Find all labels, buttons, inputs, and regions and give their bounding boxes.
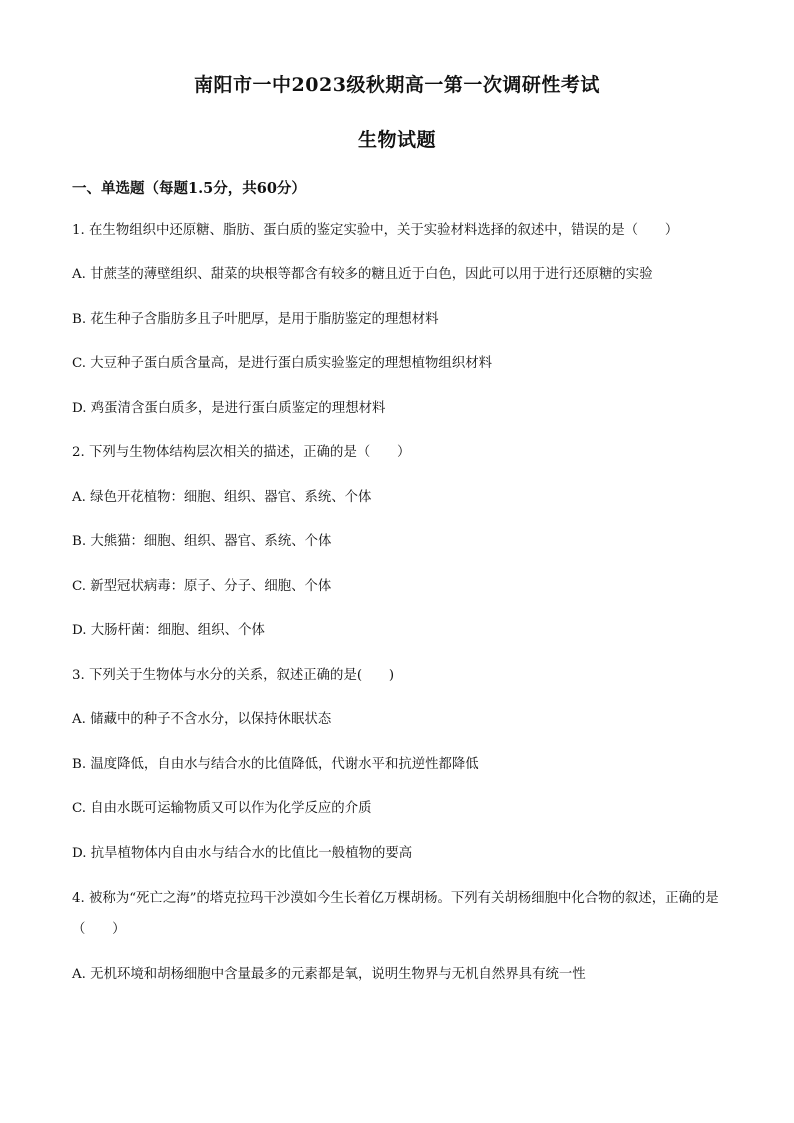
document-title: 南阳市一中2023级秋期高一第一次调研性考试 — [194, 74, 600, 96]
question-2-option-d: D. 大肠杆菌：细胞、组织、个体 — [72, 623, 265, 638]
question-1-option-b: B. 花生种子含脂肪多且子叶肥厚，是用于脂肪鉴定的理想材料 — [72, 312, 439, 327]
question-4-option-a: A. 无机环境和胡杨细胞中含量最多的元素都是氧，说明生物界与无机自然界具有统一性 — [72, 967, 586, 982]
question-2-option-b: B. 大熊猫：细胞、组织、器官、系统、个体 — [72, 534, 332, 549]
question-2-option-c: C. 新型冠状病毒：原子、分子、细胞、个体 — [72, 579, 332, 594]
question-1-option-d: D. 鸡蛋清含蛋白质多，是进行蛋白质鉴定的理想材料 — [72, 401, 386, 416]
question-3-option-d: D. 抗旱植物体内自由水与结合水的比值比一般植物的要高 — [72, 846, 413, 861]
question-3-option-c: C. 自由水既可运输物质又可以作为化学反应的介质 — [72, 801, 372, 816]
question-1-option-a: A. 甘蔗茎的薄壁组织、甜菜的块根等都含有较多的糖且近于白色，因此可以用于进行还原糖的实验 — [72, 267, 653, 282]
question-4-stem: 4. 被称为“死亡之海”的塔克拉玛干沙漠如今生长着亿万棵胡杨。下列有关胡杨细胞中化合物的叙述，正确的是（ ） — [72, 891, 719, 937]
question-1-stem: 1. 在生物组织中还原糖、脂肪、蛋白质的鉴定实验中，关于实验材料选择的叙述中，错误的是（ ） — [72, 223, 679, 238]
question-3-stem: 3. 下列关于生物体与水分的关系，叙述正确的是( ) — [72, 668, 395, 683]
question-1-option-c: C. 大豆种子蛋白质含量高，是进行蛋白质实验鉴定的理想植物组织材料 — [72, 356, 492, 371]
question-2-option-a: A. 绿色开花植物：细胞、组织、器官、系统、个体 — [72, 490, 372, 505]
question-3-option-b: B. 温度降低，自由水与结合水的比值降低，代谢水平和抗逆性都降低 — [72, 757, 479, 772]
question-3-option-a: A. 储藏中的种子不含水分，以保持休眠状态 — [72, 712, 332, 727]
question-2-stem: 2. 下列与生物体结构层次相关的描述，正确的是（ ） — [72, 445, 411, 460]
section-heading: 一、单选题（每题1.5分，共60分） — [72, 180, 306, 197]
document-subtitle: 生物试题 — [357, 129, 436, 151]
